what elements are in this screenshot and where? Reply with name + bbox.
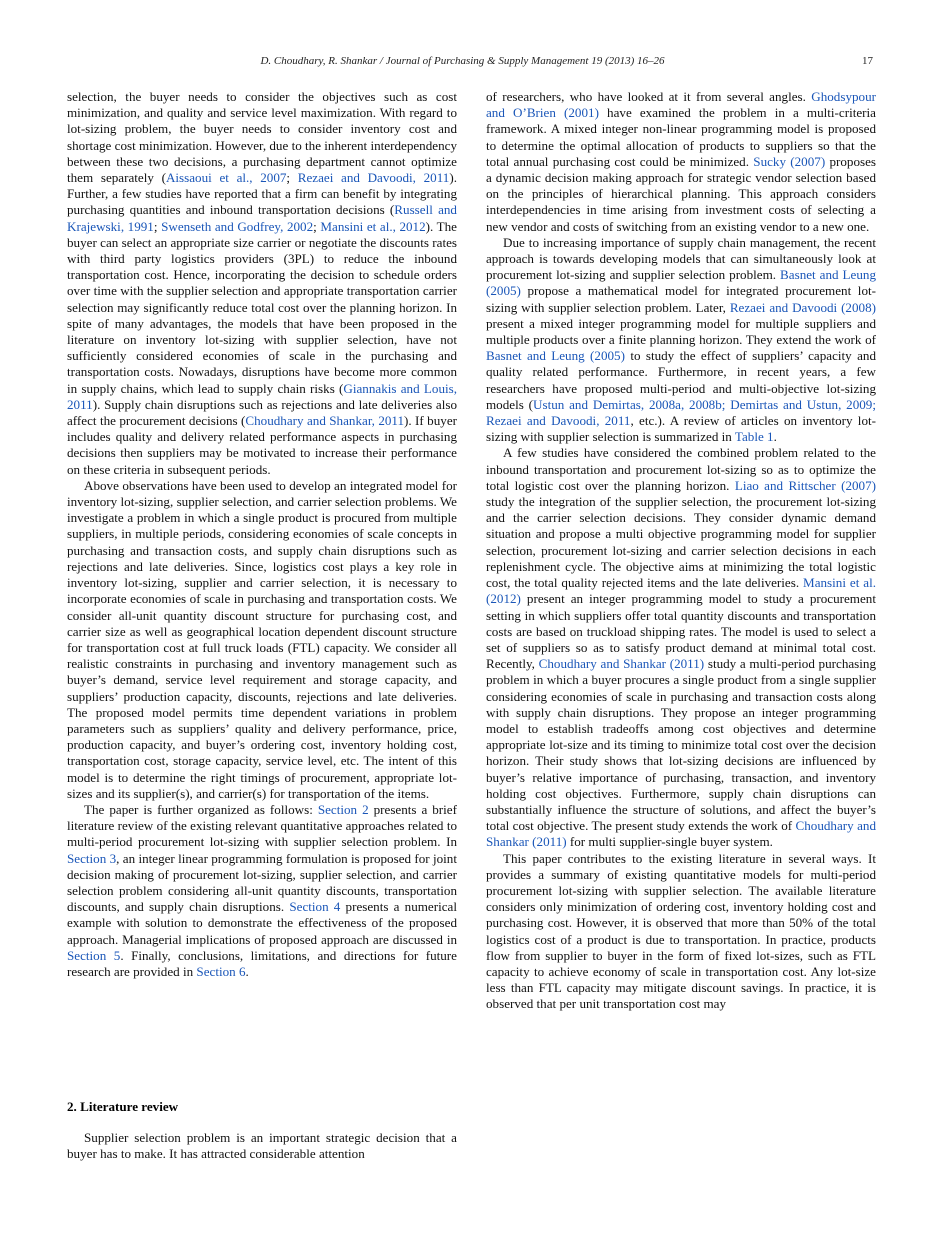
section-link[interactable]: Section 4 [289, 899, 341, 915]
left-column-bottom [67, 1130, 457, 1162]
citation-link[interactable]: Basnet and Leung (2005) [486, 348, 625, 364]
citation-link[interactable]: Ghodsypour and O’Brien (2001) [486, 89, 876, 121]
paragraph: Supplier selection problem is an important strategic decision that a buyer has to make. It has attracted considerable attention [67, 1130, 457, 1162]
citation-link[interactable]: Aissaoui et al., 2007 [165, 170, 287, 186]
citation-link[interactable]: Liao and Rittscher (2007) [734, 477, 877, 493]
paragraph: Due to increasing importance of supply chain management, the recent approach is towards developing models that can simultaneously look at procurement lot-sizing and supplier selection problem. Basnet and Leung (2005) propose a mathematical model for integrated procurement lot-sizing with supplier selection problem. Later, Rezaei and Davoodi (2008) present a mixed integer programming model for multiple suppliers and multiple products over a finite planning horizon. They extend the work of Basnet and Leung (2005) to study the effect of suppliers’ capacity and quality related performance. Furthermore, in recent years, a few researchers have proposed multi-period and multi-objective lot-sizing models (Ustun and Demirtas, 2008a, 2008b; Demirtas and Ustun, 2009; Rezaei and Davoodi, 2011, etc.). A review of articles on inventory lot-sizing with supplier selection is summarized in Table 1. [486, 234, 876, 445]
citation-link[interactable]: Giannakis and Louis, 2011 [67, 380, 457, 412]
citation-link[interactable]: Ustun and Demirtas, 2008a, 2008b; Demirtas and Ustun, 2009; Rezaei and Davoodi, 2011 [486, 396, 876, 429]
page-number: 17 [862, 55, 873, 67]
citation-link[interactable]: Mansini et al., 2012 [320, 218, 426, 234]
paragraph: A few studies have considered the combined problem related to the inbound transportation and procurement lot-sizing so as to optimize the total logistic cost over the planning horizon. Liao and Rittscher (2007) study the integration of the supplier selection, the procurement lot-sizing and the carrier selection decisions. They consider dynamic demand situation and propose a multi objective programming model for supplier selection, procurement lot-sizing and carrier selection decisions in each replenishment cycle. The objective aims at minimizing the total logistic cost, the total quality rejected items and the late deliveries. Mansini et al. (2012) present an integer programming model to study a procurement setting in which suppliers offer total quantity discounts and transportation costs are based on truckload shipping rates. The model is used to select a set of suppliers so as to satisfy product demand at minimal total cost. Recently, Choudhary and Shankar (2011) study a multi-period purchasing problem in which a buyer procures a single product from a single supplier considering economies of scale in purchasing and transaction costs along with supply chain disruptions. They propose an integer programming model to establish tradeoffs among cost objectives and determine appropriate lot-size and its timing to minimize total cost over the decision horizon. Their study shows that lot-sizing decisions are influenced by buyer’s relative importance of purchasing, transaction, and inventory holding cost objectives. Furthermore, supply chain disruptions can substantially influence the structure of solutions, and affect the buyer’s total cost objective. The present study extends the work of Choudhary and Shankar (2011) for multi supplier-single buyer system. [486, 445, 877, 850]
citation-link[interactable]: Mansini et al. (2012) [486, 575, 876, 607]
citation-link[interactable]: Choudhary and Shankar (2011) [538, 656, 705, 672]
paragraph: selection, the buyer needs to consider the objectives such as cost minimization, and quality and service level maximization. With regard to lot-sizing problem, the buyer needs to consider inventory cost and shortage cost minimization. However, due to the inherent interdependency between these two decisions, a purchasing department cannot optimize them separately (Aissaoui et al., 2007; Rezaei and Davoodi, 2011). Further, a few studies have reported that a firm can benefit by integrating purchasing quantities and inbound transportation decisions (Russell and Krajewski, 1991; Swenseth and Godfrey, 2002; Mansini et al., 2012). The buyer can select an appropriate size carrier or negotiate the discounts rates with third party logistics providers (3PL) to reduce the inbound transportation cost. Hence, incorporating the decision to schedule orders over time with the supplier selection and appropriate transportation carrier selection may significantly reduce total cost over the planning horizon. In spite of many advantages, the models that have been proposed in the literature on inventory lot-sizing with supplier selection, have not sufficiently considered economies of scale in the purchasing and transportation costs. Nowadays, disruptions have become more common in supply chains, which lead to supply chain risks (Giannakis and Louis, 2011). Supply chain disruptions such as rejections and late deliveries also affect the procurement decisions (Choudhary and Shankar, 2011). If buyer includes quality and delivery related performance aspects in purchasing decisions then suppliers may be motivated to increase their performance on these criteria in subsequent periods. [67, 89, 457, 477]
citation-link[interactable]: Choudhary and Shankar (2011) [486, 818, 876, 850]
right-column [486, 89, 876, 1013]
section-link[interactable]: Section 6 [196, 963, 246, 979]
paragraph: of researchers, who have looked at it from several angles. Ghodsypour and O’Brien (2001) have examined the problem in a multi-criteria framework. A mixed integer non-linear programming model is proposed to determine the optimal allocation of products to suppliers so that the total annual purchasing cost could be minimized. Sucky (2007) proposes a dynamic decision making approach for strategic vendor selection based on the principles of hierarchical planning. This approach considers interdependencies in time arising from investment costs of selecting a new vendor and costs of switching from an existing vendor to a new one. [486, 89, 876, 234]
section-link[interactable]: Section 3 [67, 850, 117, 866]
section-heading: 2. Literature review [67, 1099, 179, 1114]
citation-link[interactable]: Basnet and Leung (2005) [486, 267, 876, 299]
running-header [0, 55, 925, 71]
section-link[interactable]: Section 2 [317, 801, 369, 817]
paragraph: This paper contributes to the existing literature in several ways. It provides a summary of existing quantitative models for multi-period procurement lot-sizing with supplier selection. The available literature considers only minimization of ordering cost, inventory holding cost and purchasing cost. However, it is observed that more than 50% of the total logistics cost of a product is due to transportation. In practice, products flow from supplier to buyer in the form of fixed lot-sizes, such as FTL capacity to achieve economy of scale in transportation cost. Any lot-size less than FTL capacity may mitigate discount savings. In practice, it is observed that per unit transportation cost may [486, 850, 876, 1012]
table-link[interactable]: Table 1 [734, 429, 774, 445]
left-column [67, 89, 457, 980]
citation-link[interactable]: Rezaei and Davoodi (2008) [729, 299, 876, 315]
paragraph: The paper is further organized as follows: Section 2 presents a brief literature review of the existing relevant quantitative approaches related to multi-period procurement lot-sizing with supplier selection problem. In Section 3, an integer linear programming formulation is proposed for joint decision making of procurement lot-sizing, supplier selection, and carrier selection problem considering all-unit quantity discounts, transportation discounts, and supply chain disruptions. Section 4 presents a numerical example with solution to demonstrate the effectiveness of the proposed approach. Managerial implications of proposed approach are discussed in Section 5. Finally, conclusions, limitations, and directions for future research are provided in Section 6. [67, 801, 457, 979]
section-link[interactable]: Section 5 [67, 947, 121, 963]
running-title: D. Choudhary, R. Shankar / Journal of Purchasing & Supply Management 19 (2013) 16–26 [260, 55, 665, 67]
citation-link[interactable]: Sucky (2007) [753, 153, 826, 169]
citation-link[interactable]: Russell and Krajewski, 1991 [67, 202, 457, 234]
paragraph: Above observations have been used to develop an integrated model for inventory lot-sizing, supplier selection, and carrier selection problems. We investigate a problem in which a single product is procured from multiple suppliers, in multiple periods, considering economies of scale concepts in purchasing and transaction costs, and supply chain disruptions such as rejections and late deliveries. Since, logistics cost plays a key role in inventory lot-sizing, supplier and carrier selection, it is necessary to incorporate economies of scale in purchasing and transportation costs. We consider all-unit quantity discount structure for purchasing cost, and carrier size as well as geographical location dependent discount structure for transportation cost at full truck loads (FTL) capacity. We consider all realistic constraints in purchasing and inventory management such as buyer’s demand, service level requirement and storage capacity, and suppliers’ production capacity, discounts, rejections and late deliveries. The proposed model permits time dependent variations in problem parameters such as suppliers’ quality and delivery performance, price, production capacity, and buyer’s ordering cost, inventory holding cost, transportation cost, storage capacity, service level, etc. The intent of this model is to determine the right timings of procurement, appropriate lot-sizes and its supplier(s), and carrier(s) for transportation of the items. [67, 477, 457, 801]
citation-link[interactable]: Rezaei and Davoodi, 2011 [297, 170, 450, 186]
citation-link[interactable]: Swenseth and Godfrey, 2002 [161, 218, 314, 234]
citation-link[interactable]: Choudhary and Shankar, 2011 [245, 413, 405, 429]
